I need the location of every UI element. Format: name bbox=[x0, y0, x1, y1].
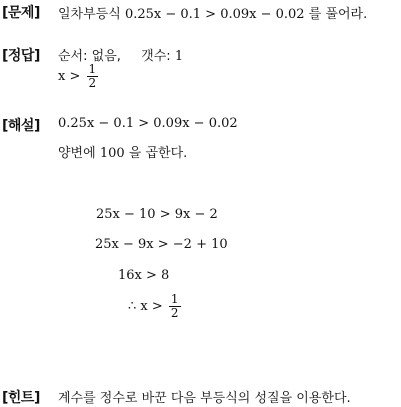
explanation-multiply bbox=[58, 142, 187, 161]
count-label: 갯수: bbox=[141, 49, 171, 64]
answer-solution-lhs: x > bbox=[58, 69, 81, 85]
answer-fraction-numerator: 1 bbox=[88, 62, 97, 76]
hint-text: 계수를 정수로 바꾼 다음 부등식의 성질을 이용한다. bbox=[58, 391, 351, 406]
step-4-numerator: 1 bbox=[170, 292, 179, 306]
step-4-fraction bbox=[169, 293, 181, 320]
problem-label: [문제] bbox=[2, 5, 40, 21]
problem-expression: 0.25x − 0.1 > 0.09x − 0.02 bbox=[124, 7, 305, 22]
step-4-denominator: 2 bbox=[170, 306, 179, 321]
answer-fraction-denominator: 2 bbox=[88, 76, 97, 91]
answer-fraction bbox=[87, 63, 99, 90]
multiply-suffix: 을 곱한다. bbox=[128, 146, 188, 161]
answer-solution bbox=[58, 63, 98, 90]
multiply-value: 100 bbox=[99, 146, 125, 161]
answer-label: [정답] bbox=[2, 48, 40, 64]
step-1: 25x − 10 > 9x − 2 bbox=[96, 207, 218, 222]
step-3: 16x > 8 bbox=[118, 268, 170, 283]
step-4-lhs: ∴ x > bbox=[128, 299, 163, 315]
step-4 bbox=[128, 293, 181, 320]
answer-meta bbox=[58, 45, 183, 64]
multiply-prefix: 양변에 bbox=[58, 146, 96, 161]
problem-text-prefix: 일차부등식 bbox=[58, 7, 121, 22]
problem-text-suffix: 를 풀어라. bbox=[308, 7, 368, 22]
hint-label: [힌트] bbox=[2, 390, 40, 406]
problem-statement bbox=[58, 3, 367, 22]
explanation-label: [해설] bbox=[2, 118, 40, 134]
order-label: 순서: bbox=[58, 49, 88, 64]
order-value: 없음, bbox=[91, 49, 121, 64]
explanation-expression: 0.25x − 0.1 > 0.09x − 0.02 bbox=[58, 116, 238, 131]
step-2: 25x − 9x > −2 + 10 bbox=[95, 237, 228, 252]
count-value: 1 bbox=[174, 49, 184, 64]
